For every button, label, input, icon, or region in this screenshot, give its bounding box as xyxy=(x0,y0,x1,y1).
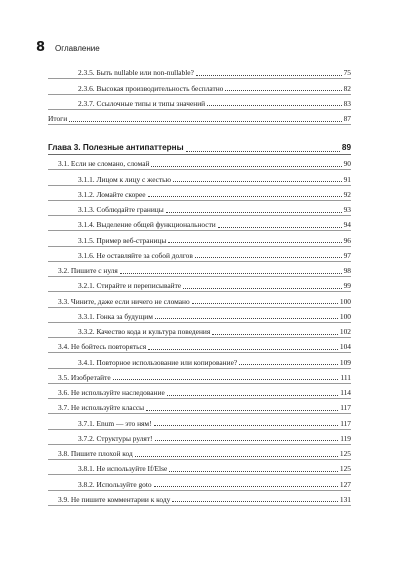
toc-entry-page: 104 xyxy=(339,342,351,352)
toc-entry-title: 3.8.2. Используйте goto xyxy=(78,479,152,489)
dot-leader xyxy=(166,212,342,213)
dot-leader xyxy=(196,75,342,76)
dot-leader xyxy=(183,288,342,289)
toc-chapter-page: 89 xyxy=(341,143,351,153)
toc-entry-title: 3.1.2. Ломайте скорее xyxy=(78,189,146,199)
toc-entry-title: 3.1.4. Выделение общей функциональности xyxy=(78,220,216,230)
toc-entry[interactable] xyxy=(48,414,351,429)
toc-entry-title: 3.2.1. Стирайте и переписывайте xyxy=(78,281,182,291)
toc-entry[interactable] xyxy=(48,110,351,125)
dot-leader xyxy=(154,425,339,426)
toc-entry-page: 125 xyxy=(339,449,351,459)
toc-entry[interactable] xyxy=(48,186,351,201)
toc-entry-title: 3.1. Если не сломано, сломай xyxy=(58,159,150,169)
dot-leader xyxy=(218,227,342,228)
toc-entry[interactable] xyxy=(48,475,351,490)
toc-entry-title: Итоги xyxy=(48,114,68,124)
toc-entry-title: 2.3.5. Быть nullable или non-nullable? xyxy=(78,68,194,78)
dot-leader xyxy=(192,303,338,304)
toc-entry-title: 3.7. Не используйте классы xyxy=(58,403,145,413)
toc-entry[interactable] xyxy=(48,445,351,460)
dot-leader xyxy=(146,410,338,411)
toc-entry-page: 102 xyxy=(339,327,351,337)
toc-entry-page: 100 xyxy=(339,311,351,321)
toc-entry-page: 94 xyxy=(343,220,351,230)
toc-chapter-entry[interactable] xyxy=(48,131,351,155)
toc-entry-title: 3.1.1. Лицом к лицу с жестью xyxy=(78,174,172,184)
toc-entry[interactable] xyxy=(48,353,351,368)
toc-entry-page: 91 xyxy=(343,174,351,184)
toc-entry-title: 3.8.1. Не используйте If/Else xyxy=(78,464,168,474)
toc-entry-page: 98 xyxy=(343,266,351,276)
toc-entry-page: 127 xyxy=(339,479,351,489)
toc-entry-page: 83 xyxy=(343,98,351,108)
toc-entry-title: 3.8. Пишите плохой код xyxy=(58,449,133,459)
toc-entry-title: 2.3.7. Ссылочные типы и типы значений xyxy=(78,98,206,108)
toc-entry[interactable] xyxy=(48,308,351,323)
dot-leader xyxy=(151,166,341,167)
dot-leader xyxy=(135,456,338,457)
dot-leader xyxy=(168,242,341,243)
toc-entry-title: 3.7.2. Структуры рулят! xyxy=(78,433,153,443)
toc-entry-title: 3.3.2. Качество кода и культура поведения xyxy=(78,327,211,337)
toc-entry-title: 3.4.1. Повторное использование или копирование? xyxy=(78,357,238,367)
dot-leader xyxy=(148,349,338,350)
toc-entry[interactable] xyxy=(48,277,351,292)
toc-entry[interactable] xyxy=(48,262,351,277)
toc-entry-page: 100 xyxy=(339,296,351,306)
dot-leader xyxy=(155,440,339,441)
toc-entry[interactable] xyxy=(48,79,351,94)
toc-entry-page: 90 xyxy=(343,159,351,169)
toc-entry[interactable] xyxy=(48,491,351,506)
toc-entry-page: 92 xyxy=(343,189,351,199)
dot-leader xyxy=(154,486,338,487)
toc-entry[interactable] xyxy=(48,216,351,231)
toc-entry-page: 131 xyxy=(339,494,351,504)
toc-entry-page: 99 xyxy=(343,281,351,291)
toc-entry-title: 3.9. Не пишите комментарии к коду xyxy=(58,494,171,504)
toc-entry-page: 125 xyxy=(339,464,351,474)
toc-entry[interactable] xyxy=(48,384,351,399)
toc-entry[interactable] xyxy=(48,155,351,170)
toc-entry-page: 82 xyxy=(343,83,351,93)
toc-entry[interactable] xyxy=(48,292,351,307)
toc-entry[interactable] xyxy=(48,170,351,185)
toc-entry[interactable] xyxy=(48,64,351,79)
toc-entry-page: 109 xyxy=(339,357,351,367)
dot-leader xyxy=(120,273,342,274)
toc-entry-title: 3.1.6. Не оставляйте за собой долгов xyxy=(78,250,193,260)
dot-leader xyxy=(173,181,342,182)
toc-entry-page: 117 xyxy=(340,418,351,428)
toc-entry-title: 3.5. Изобретайте xyxy=(58,372,111,382)
page-header xyxy=(36,40,100,55)
toc-entry-page: 96 xyxy=(343,235,351,245)
toc-entry[interactable] xyxy=(48,231,351,246)
toc-entry-title: 3.3. Чините, даже если ничего не сломано xyxy=(58,296,190,306)
toc-entry[interactable] xyxy=(48,430,351,445)
dot-leader xyxy=(172,501,338,502)
toc-entry-title: 3.7.1. Enum — это ням! xyxy=(78,418,152,428)
toc-entry[interactable] xyxy=(48,323,351,338)
dot-leader xyxy=(212,334,338,335)
toc-entry[interactable] xyxy=(48,399,351,414)
toc-entry-title: 2.3.6. Высокая производительность бесплатно xyxy=(78,83,224,93)
dot-leader xyxy=(195,257,342,258)
dot-leader xyxy=(225,90,341,91)
page-number: 8 xyxy=(36,40,46,55)
toc-entry-title: 3.6. Не используйте наследование xyxy=(58,388,165,398)
toc-entry-page: 117 xyxy=(340,403,351,413)
dot-leader xyxy=(113,379,339,380)
toc-entry-page: 111 xyxy=(340,372,351,382)
toc-entry-page: 119 xyxy=(340,433,351,443)
dot-leader xyxy=(169,471,338,472)
dot-leader xyxy=(167,395,338,396)
running-title: Оглавление xyxy=(55,44,100,53)
toc-entry-title: 3.1.5. Пример веб-страницы xyxy=(78,235,167,245)
toc-entry[interactable] xyxy=(48,338,351,353)
toc-entry[interactable] xyxy=(48,247,351,262)
toc-chapter-title: Глава 3. Полезные антипаттерны xyxy=(48,143,184,153)
table-of-contents xyxy=(48,64,351,506)
dot-leader xyxy=(239,364,338,365)
toc-entry-title: 3.3.1. Гонка за будущим xyxy=(78,311,153,321)
toc-entry[interactable] xyxy=(48,201,351,216)
toc-entry-page: 87 xyxy=(343,114,351,124)
toc-entry[interactable] xyxy=(48,369,351,384)
toc-entry-title: 3.1.3. Соблюдайте границы xyxy=(78,205,164,215)
dot-leader xyxy=(148,196,342,197)
toc-entry-page: 75 xyxy=(343,68,351,78)
toc-entry-title: 3.4. Не бойтесь повторяться xyxy=(58,342,147,352)
dot-leader xyxy=(207,105,341,106)
dot-leader xyxy=(155,318,338,319)
toc-entry-title: 3.2. Пишите с нуля xyxy=(58,266,118,276)
toc-entry-page: 114 xyxy=(340,388,351,398)
dot-leader xyxy=(186,151,340,152)
toc-entry[interactable] xyxy=(48,95,351,110)
dot-leader xyxy=(69,121,341,122)
toc-entry-page: 93 xyxy=(343,205,351,215)
toc-entry-page: 97 xyxy=(343,250,351,260)
toc-entry[interactable] xyxy=(48,460,351,475)
